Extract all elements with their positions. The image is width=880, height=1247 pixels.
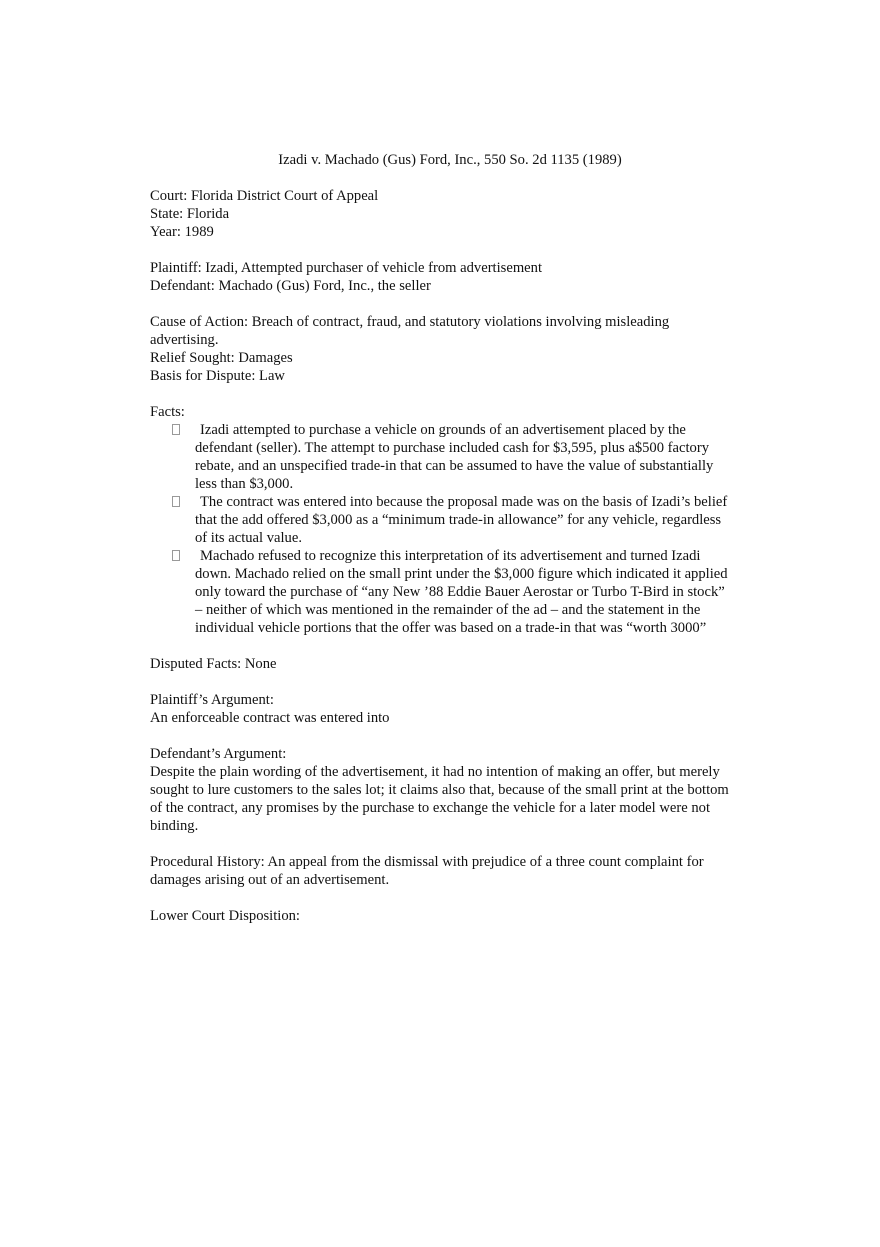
case-title: Izadi v. Machado (Gus) Ford, Inc., 550 So. 2d 1135 (1989)	[278, 152, 622, 168]
bullet-box-icon	[172, 424, 180, 435]
plaintiff-argument-heading: Plaintiff’s Argument:	[150, 692, 274, 708]
spacer	[150, 835, 730, 853]
defendant-line: Defendant: Machado (Gus) Ford, Inc., the seller	[150, 278, 431, 294]
cause-of-action: Cause of Action: Breach of contract, fraud, and statutory violations involving misleading advertising.	[150, 314, 670, 348]
list-item	[150, 547, 730, 637]
spacer	[150, 673, 730, 691]
spacer	[150, 385, 730, 403]
bullet-box-icon	[172, 550, 180, 561]
basis-for-dispute: Basis for Dispute: Law	[150, 368, 285, 384]
defendant-argument-heading: Defendant’s Argument:	[150, 746, 287, 762]
spacer	[150, 727, 730, 745]
bullet-box-icon	[172, 496, 180, 507]
spacer	[150, 637, 730, 655]
list-item	[150, 493, 730, 547]
lower-court-disposition: Lower Court Disposition:	[150, 908, 300, 924]
facts-list	[150, 421, 730, 637]
list-item	[150, 421, 730, 493]
court-line: Court: Florida District Court of Appeal	[150, 188, 379, 204]
fact-text: Machado refused to recognize this interpretation of its advertisement and turned Izadi down. Machado relied on the small print under the $3,000 figure which indicated it applied only toward the purchase of “any New ’88 Eddie Bauer Aerostar or Turbo T-Bird in stock” – neither of which was mentioned in the remainder of the ad – and the statement in the individual vehicle portions that the offer was based on a trade-in that was “worth 3000”	[195, 548, 728, 636]
plaintiff-line: Plaintiff: Izadi, Attempted purchaser of vehicle from advertisement	[150, 260, 543, 276]
procedural-history: Procedural History: An appeal from the dismissal with prejudice of a three count complaint for damages arising out of an advertisement.	[150, 854, 704, 888]
document-page	[150, 151, 730, 925]
facts-heading: Facts:	[150, 404, 185, 420]
state-line: State: Florida	[150, 206, 230, 222]
spacer	[150, 889, 730, 907]
plaintiff-argument-text: An enforceable contract was entered into	[150, 710, 390, 726]
year-line: Year: 1989	[150, 224, 214, 240]
spacer	[150, 295, 730, 313]
spacer	[150, 241, 730, 259]
relief-sought: Relief Sought: Damages	[150, 350, 293, 366]
fact-text: The contract was entered into because the proposal made was on the basis of Izadi’s belief that the add offered $3,000 as a “minimum trade-in allowance” for any vehicle, regardless of its actual value.	[195, 494, 728, 546]
defendant-argument-text: Despite the plain wording of the advertisement, it had no intention of making an offer, but merely sought to lure customers to the sales lot; it claims also that, because of the small print at the bottom of the contract, any promises by the purchase to exchange the vehicle for a later model were not binding.	[150, 764, 729, 834]
disputed-facts: Disputed Facts: None	[150, 656, 277, 672]
fact-text: Izadi attempted to purchase a vehicle on grounds of an advertisement placed by the defendant (seller). The attempt to purchase included cash for $3,595, plus a$500 factory rebate, and an unspecified trade-in that can be assumed to have the value of substantially less than $3,000.	[195, 422, 714, 492]
